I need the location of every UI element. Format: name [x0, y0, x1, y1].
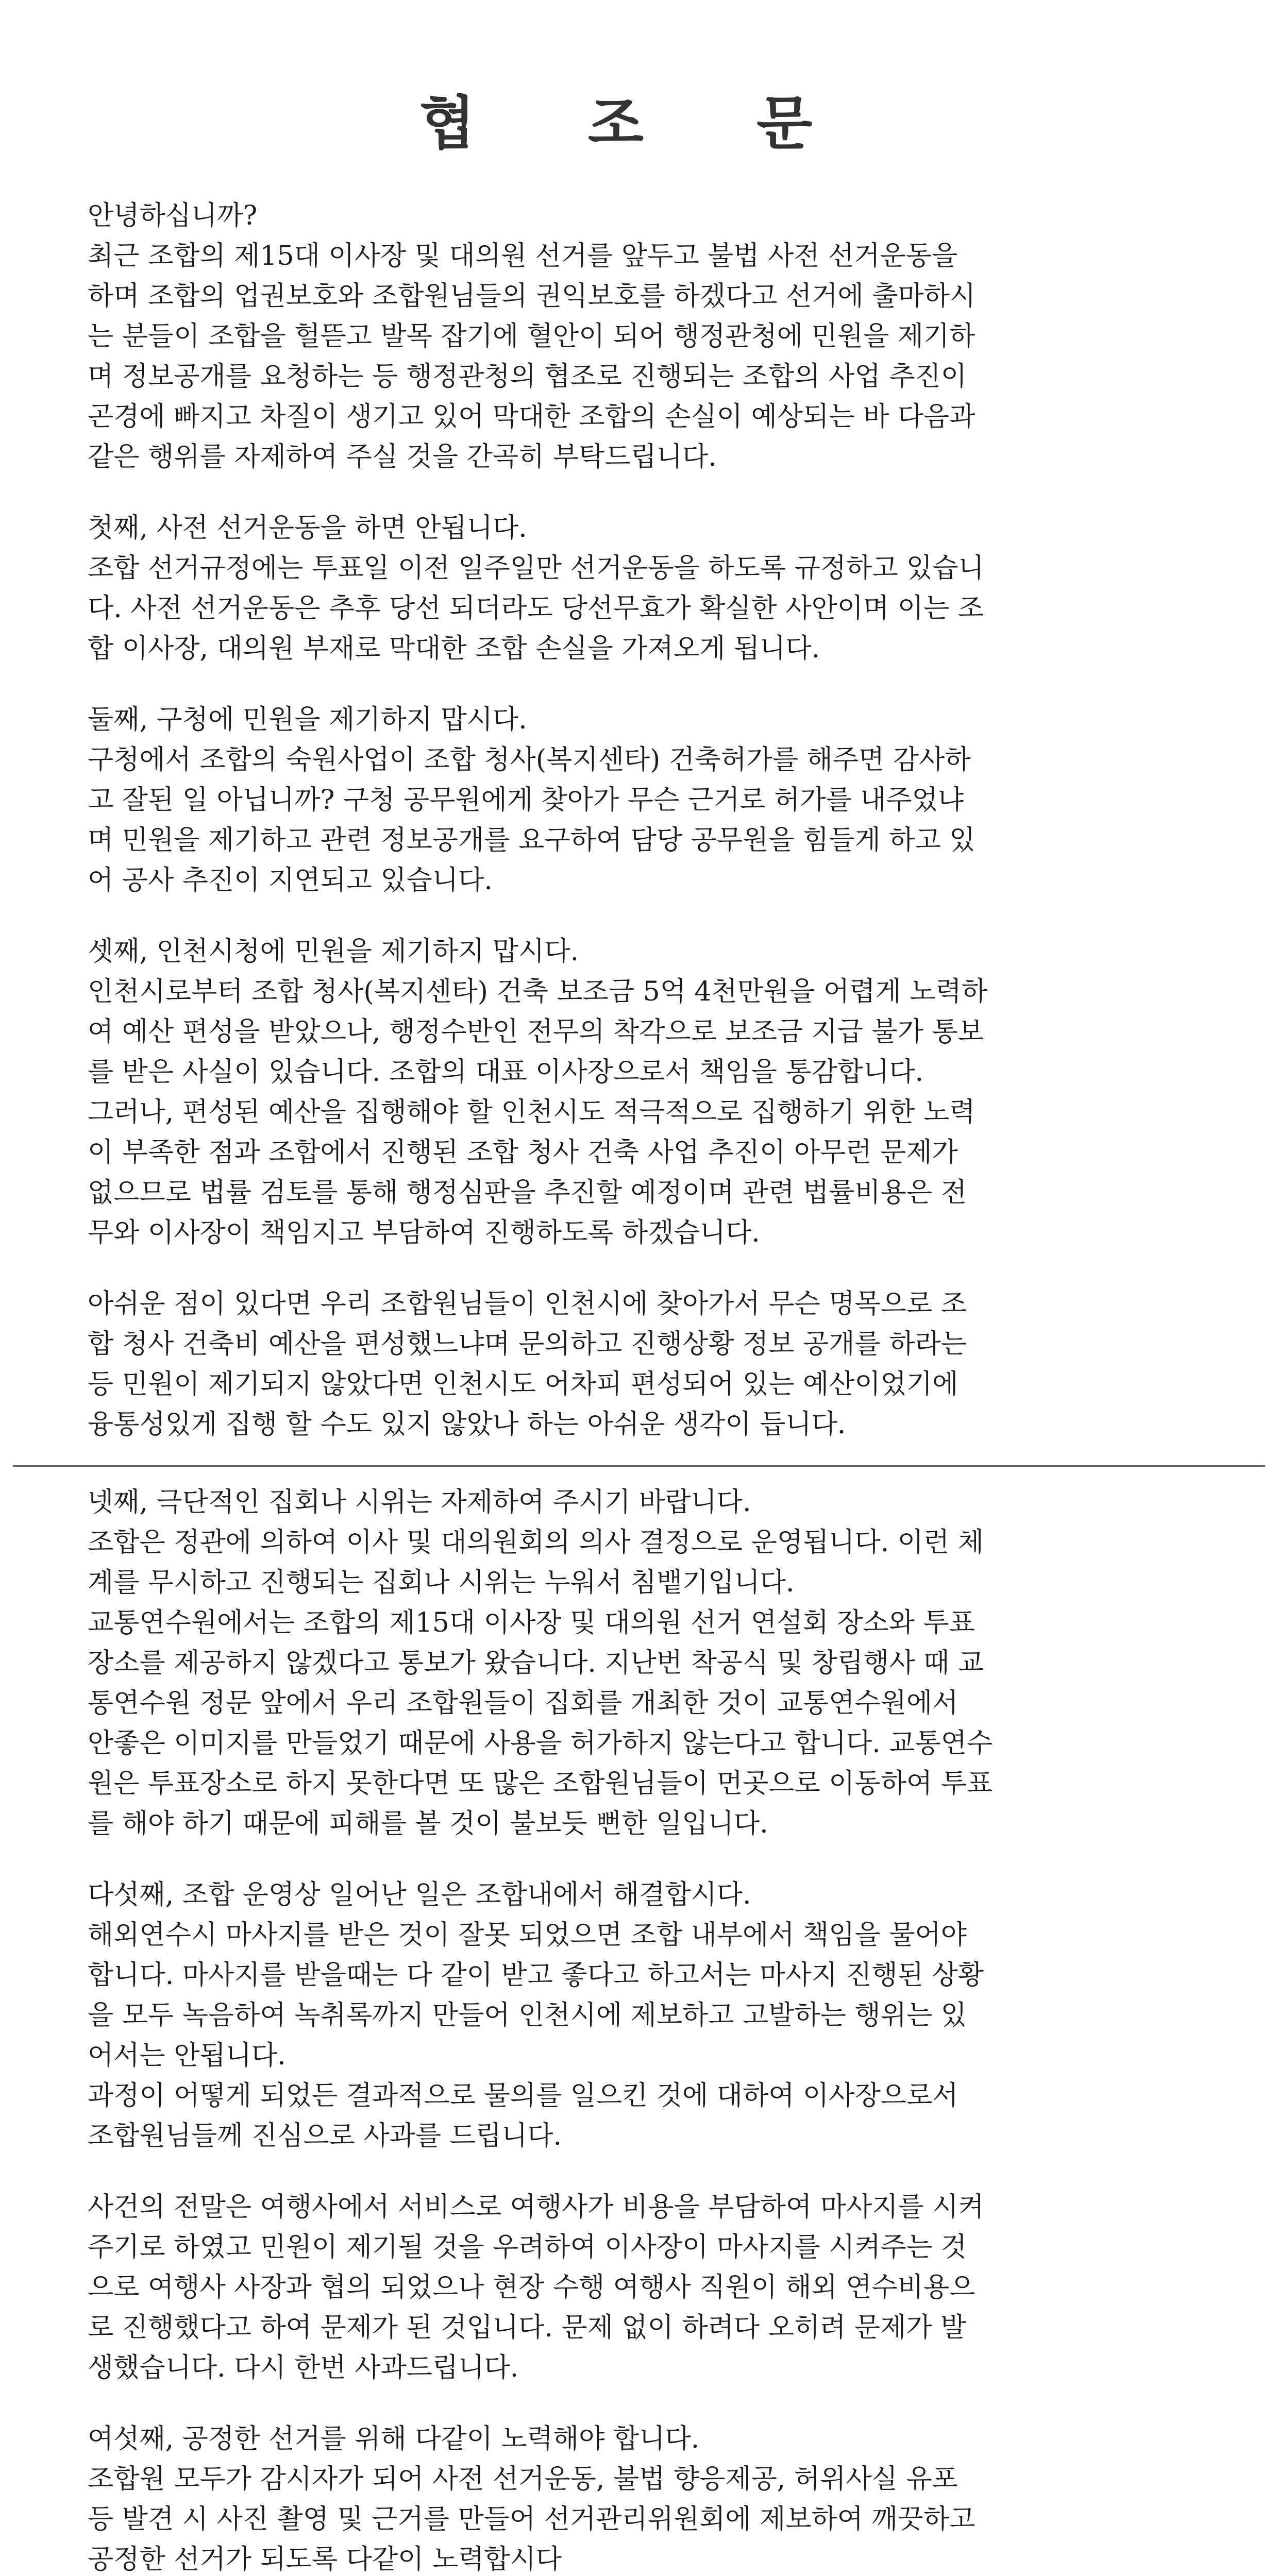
section-fifth [88, 1875, 1190, 2156]
section-heading: 둘째, 구청에 민원을 제기하지 맙시다. [88, 704, 527, 735]
section-line: 통연수원 정문 앞에서 우리 조합원들이 집회를 개최한 것이 교통연수원에서 [88, 1688, 959, 1719]
intro-line: 하며 조합의 업권보호와 조합원님들의 권익보호를 하겠다고 선거에 출마하시 [88, 281, 976, 312]
section-line: 없으므로 법률 검토를 통해 행정심판을 추진할 예정이며 관련 법률비용은 전 [88, 1177, 967, 1208]
document-title: 협 조 문 [419, 90, 859, 157]
section-heading: 다섯째, 조합 운영상 일어난 일은 조합내에서 해결합시다. [88, 1879, 751, 1910]
section-heading: 여섯째, 공정한 선거를 위해 다같이 노력해야 합니다. [88, 2424, 700, 2454]
section-line: 아쉬운 점이 있다면 우리 조합원님들이 인천시에 찾아가서 무슨 명목으로 조 [88, 1289, 967, 1319]
section-line: 조합 선거규정에는 투표일 이전 일주일만 선거운동을 하도록 규정하고 있습니 [88, 553, 984, 584]
section-line: 공정한 선거가 되도록 다같이 노력합시다 [88, 2544, 562, 2575]
section-first [88, 508, 1190, 669]
section-line: 생했습니다. 다시 한번 사과드립니다. [88, 2352, 519, 2383]
section-line: 장소를 제공하지 않겠다고 통보가 왔습니다. 지난번 착공식 및 창립행사 때 교 [88, 1648, 984, 1679]
section-line: 주기로 하였고 민원이 제기될 것을 우려하여 이사장이 마사지를 시켜주는 것 [88, 2232, 967, 2263]
section-line: 그러나, 편성된 예산을 집행해야 할 인천시도 적극적으로 집행하기 위한 노력 [88, 1097, 976, 1128]
section-line: 며 민원을 제기하고 관련 정보공개를 요구하여 담당 공무원을 힘들게 하고 있 [88, 825, 976, 856]
section-line: 계를 무시하고 진행되는 집회나 시위는 누워서 침뱉기입니다. [88, 1567, 795, 1598]
section-line: 교통연수원에서는 조합의 제15대 이사장 및 대의원 선거 연설회 장소와 투표 [88, 1607, 975, 1638]
section-line: 를 해야 하기 때문에 피해를 볼 것이 불보듯 뻔한 일입니다. [88, 1808, 768, 1839]
document-body [88, 196, 1190, 2576]
section-heading: 첫째, 사전 선거운동을 하면 안됩니다. [88, 513, 527, 544]
section-line: 조합은 정관에 의하여 이사 및 대의원회의 의사 결정으로 운영됩니다. 이런 체 [88, 1527, 984, 1558]
section-line: 원은 투표장소로 하지 못한다면 또 많은 조합원님들이 먼곳으로 이동하여 투표 [88, 1768, 993, 1799]
intro-line: 는 분들이 조합을 헐뜯고 발목 잡기에 혈안이 되어 행정관청에 민원을 제기하 [88, 321, 976, 352]
section-line: 어서는 안됩니다. [88, 2040, 286, 2071]
intro-line: 같은 행위를 자제하여 주실 것을 간곡히 부탁드립니다. [88, 442, 717, 472]
greeting-paragraph [88, 196, 1190, 236]
section-line: 여 예산 편성을 받았으나, 행정수반인 전무의 착각으로 보조금 지급 불가 통보 [88, 1016, 984, 1047]
section-line: 조합원님들께 진심으로 사과를 드립니다. [88, 2121, 562, 2151]
section-line: 이 부족한 점과 조합에서 진행된 조합 청사 건축 사업 추진이 아무런 문제가 [88, 1137, 958, 1168]
section-third [88, 931, 1190, 1253]
section-line: 조합원 모두가 감시자가 되어 사전 선거운동, 불법 향응제공, 허위사실 유포 [88, 2464, 958, 2495]
section-sixth [88, 2419, 1190, 2576]
section-line: 무와 이사장이 책임지고 부담하여 진행하도록 하겠습니다. [88, 1217, 760, 1248]
section-second [88, 700, 1190, 901]
section-line: 합 청사 건축비 예산을 편성했느냐며 문의하고 진행상황 정보 공개를 하라는 [88, 1329, 967, 1360]
section-line: 로 진행했다고 하여 문제가 된 것입니다. 문제 없이 하려다 오히려 문제가 발 [88, 2312, 967, 2343]
section-fourth [88, 1482, 1190, 1844]
greeting-line: 안녕하십니까? [88, 200, 258, 231]
section-line: 구청에서 조합의 숙원사업이 조합 청사(복지센타) 건축허가를 해주면 감사하 [88, 744, 971, 775]
section-line: 다. 사전 선거운동은 추후 당선 되더라도 당선무효가 확실한 사안이며 이는 조 [88, 593, 984, 624]
section-line: 등 발견 시 사진 촬영 및 근거를 만들어 선거관리위원회에 제보하여 깨끗하고 [88, 2504, 976, 2535]
section-heading: 셋째, 인천시청에 민원을 제기하지 맙시다. [88, 936, 579, 967]
section-line: 융통성있게 집행 할 수도 있지 않았나 하는 아쉬운 생각이 듭니다. [88, 1409, 846, 1440]
section-line: 사건의 전말은 여행사에서 서비스로 여행사가 비용을 부담하여 마사지를 시켜 [88, 2192, 984, 2223]
intro-line: 최근 조합의 제15대 이사장 및 대의원 선거를 앞두고 불법 사전 선거운동을 [88, 241, 958, 272]
section-line: 합니다. 마사지를 받을때는 다 같이 받고 좋다고 하고서는 마사지 진행된 상황 [88, 1960, 984, 1991]
section-line: 안좋은 이미지를 만들었기 때문에 사용을 허가하지 않는다고 합니다. 교통연수 [88, 1728, 993, 1759]
section-line: 인천시로부터 조합 청사(복지센타) 건축 보조금 5억 4천만원을 어렵게 노력하 [88, 976, 987, 1007]
section-line: 고 잘된 일 아닙니까? 구청 공무원에게 찾아가 무슨 근거로 허가를 내주었냐 [88, 785, 964, 816]
regret-paragraph [88, 1284, 1190, 1445]
intro-paragraph [88, 236, 1190, 477]
intro-line: 곤경에 빠지고 차질이 생기고 있어 막대한 조합의 손실이 예상되는 바 다음과 [88, 401, 976, 432]
incident-paragraph [88, 2187, 1190, 2388]
section-line: 합 이사장, 대의원 부재로 막대한 조합 손실을 가져오게 됩니다. [88, 633, 820, 664]
section-line: 등 민원이 제기되지 않았다면 인천시도 어차피 편성되어 있는 예산이었기에 [88, 1369, 959, 1400]
section-line: 과정이 어떻게 되었든 결과적으로 물의를 일으킨 것에 대하여 이사장으로서 [88, 2080, 959, 2111]
section-line: 해외연수시 마사지를 받은 것이 잘못 되었으면 조합 내부에서 책임을 물어야 [88, 1920, 967, 1951]
section-line: 으로 여행사 사장과 협의 되었으나 현장 수행 여행사 직원이 해외 연수비용으 [88, 2272, 976, 2303]
section-heading: 넷째, 극단적인 집회나 시위는 자제하여 주시기 바랍니다. [88, 1487, 751, 1518]
section-line: 을 모두 녹음하여 녹취록까지 만들어 인천시에 제보하고 고발하는 행위는 있 [88, 2000, 967, 2031]
section-line: 어 공사 추진이 지연되고 있습니다. [88, 865, 493, 896]
section-divider [13, 1465, 1265, 1467]
intro-line: 며 정보공개를 요청하는 등 행정관청의 협조로 진행되는 조합의 사업 추진이 [88, 361, 967, 392]
section-line: 를 받은 사실이 있습니다. 조합의 대표 이사장으로서 책임을 통감합니다. [88, 1057, 924, 1088]
